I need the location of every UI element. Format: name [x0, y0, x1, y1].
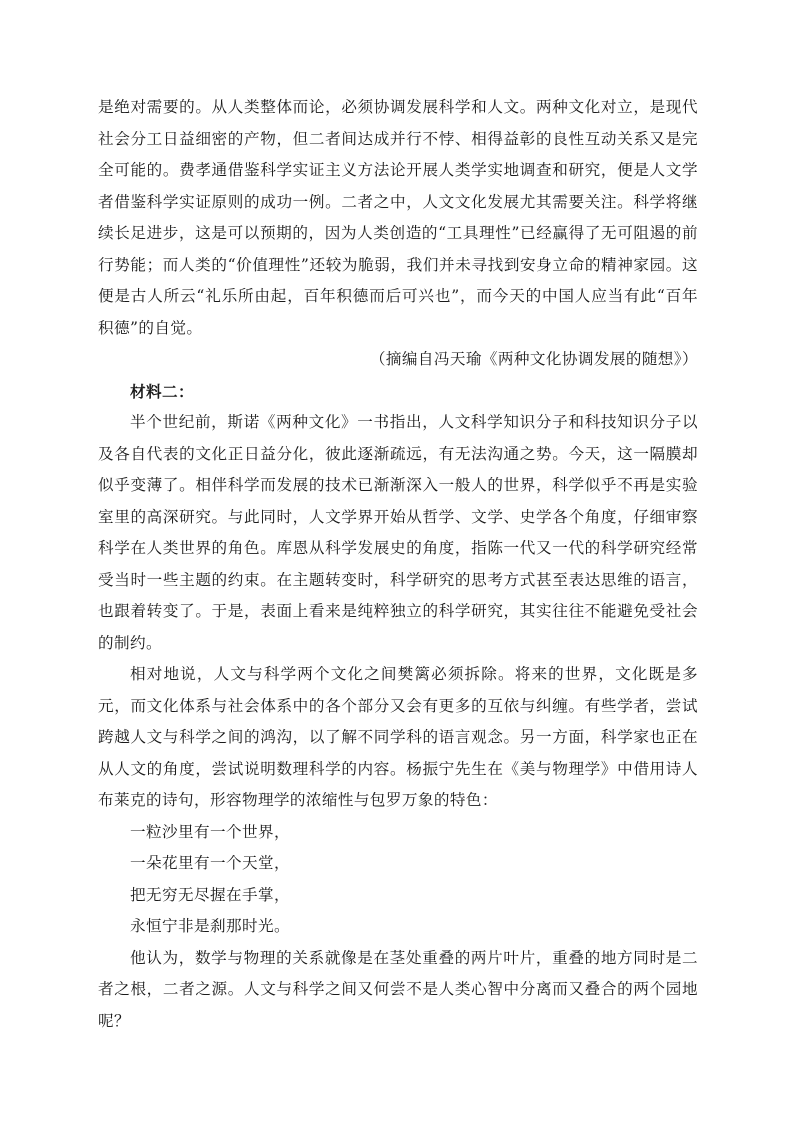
- poem-line: 永恒宁非是刹那时光。: [130, 917, 290, 935]
- material2-paragraph-3: 他认为，数学与物理的关系就像是在茎处重叠的两片叶片，重叠的地方同时是二者之根，二者之源。人文与科学之间又何尝不是人类心智中分离而又叠合的两个园地呢？: [98, 948, 698, 1030]
- material2-heading: 材料二：: [130, 381, 194, 401]
- material2-paragraph-2: 相对地说，人文与科学两个文化之间樊篱必须拆除。将来的世界，文化既是多元，而文化体系与社会体系中的各个部分又会有更多的互依与纠缠。有些学者，尝试跨越人文与科学之间的鸿沟，以了解不同学科的语言观念。另一方面，科学家也正在从人文的角度，尝试说明数理科学的内容。杨振宁先生在《美与物理学》中借用诗人布莱克的诗句，形容物理学的浓缩性与包罗万象的特色：: [98, 665, 698, 809]
- poem-line: 一朵花里有一个天堂，: [130, 854, 290, 872]
- poem-line: 一粒沙里有一个世界，: [130, 822, 290, 841]
- material1-source-citation: （摘编自冯天瑜《两种文化协调发展的随想》）: [369, 350, 698, 368]
- poem: [98, 817, 698, 943]
- material1-paragraph: 是绝对需要的。从人类整体而论，必须协调发展科学和人文。两种文化对立，是现代社会分工日益细密的产物，但二者间达成并行不悖、相得益彰的良性互动关系又是完全可能的。费孝通借鉴科学实证主义方法论开展人类学实地调查和研究，便是人文学者借鉴科学实证原则的成功一例。二者之中，人文文化发展尤其需要关注。科学将继续长足进步，这是可以预期的，因为人类创造的“工具理性”已经赢得了无可阻遏的前行势能；而人类的“价值理性”还较为脆弱，我们并未寻找到安身立命的精神家园。这便是古人所云“礼乐所由起，百年积德而后可兴也”，而今天的中国人应当有此“百年积德”的自觉。: [98, 98, 698, 337]
- material2-paragraph-1: 半个世纪前，斯诺《两种文化》一书指出，人文科学知识分子和科技知识分子以及各自代表的文化正日益分化，彼此逐渐疏远，有无法沟通之势。今天，这一隔膜却似乎变薄了。相伴科学而发展的技术已渐渐深入一般人的世界，科学似乎不再是实验室里的高深研究。与此同时，人文学界开始从哲学、文学、史学各个角度，仔细审察科学在人类世界的角色。库恩从科学发展史的角度，指陈一代又一代的科学研究经常受当时一些主题的约束。在主题转变时，科学研究的思考方式甚至表达思维的语言，也跟着转变了。于是，表面上看来是纯粹独立的科学研究，其实往往不能避免受社会的制约。: [98, 413, 698, 652]
- poem-line: 把无穷无尽握在手掌，: [130, 885, 290, 904]
- document-page: [98, 92, 698, 1037]
